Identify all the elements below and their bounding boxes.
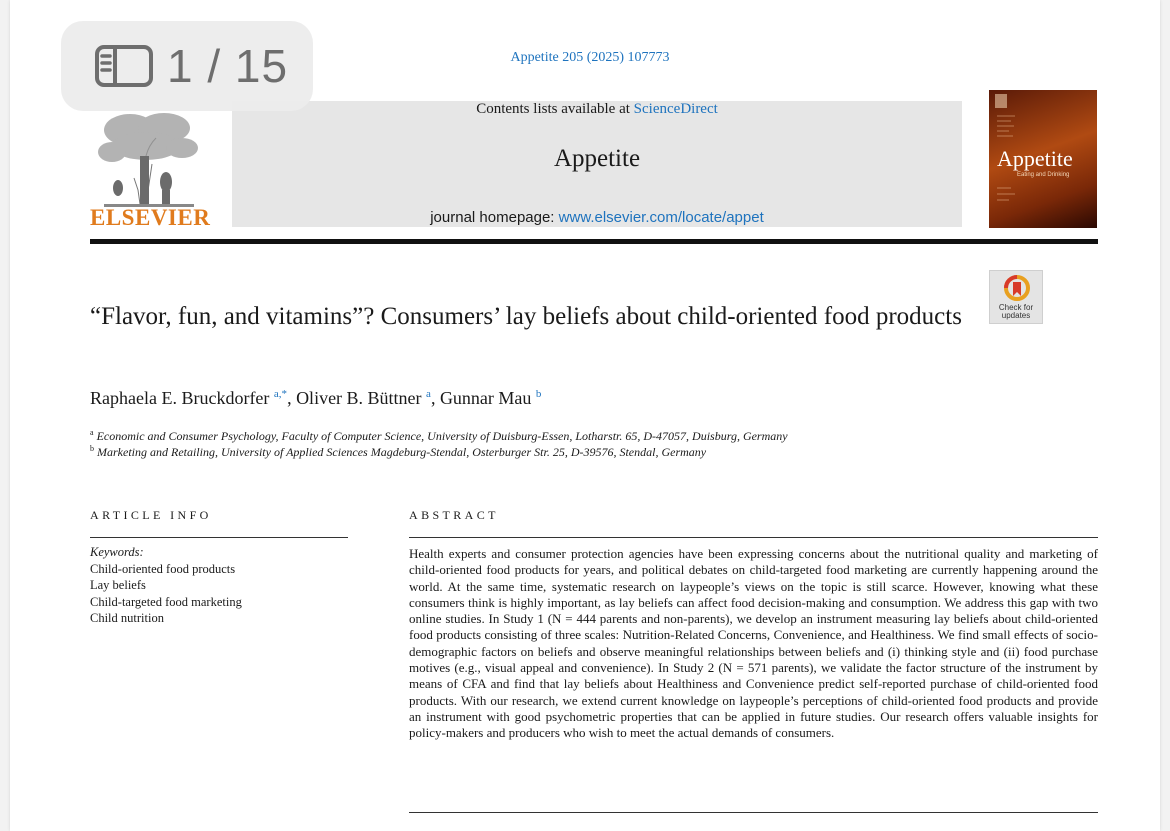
check-for-updates-label: Check for updates: [998, 303, 1034, 320]
keywords-label: Keywords:: [90, 545, 144, 559]
homepage-link[interactable]: www.elsevier.com/locate/appet: [558, 209, 764, 226]
journal-name: Appetite: [553, 145, 641, 172]
sidebar-toggle-icon[interactable]: [95, 45, 153, 87]
abstract-heading: ABSTRACT: [409, 508, 499, 522]
abstract-text: Health experts and consumer protection agencies have been expressing concerns about the nutritional quality and marketing of child-oriented food products for years, and political debates on child-targeted food marketing are currently happening around the world. At the same time, systematic research on laypeople’s views on the topic is still scarce. However, knowing what these consumers think is highly important, as lay beliefs can affect food decision-making and consumption. We address this gap with two online studies. In Study 1 (N = 444 parents and non-parents), we develop an instrument measuring lay beliefs about child-oriented food products consisting of three scales: Nutrition-Related Concerns, Convenience, and Healthiness. We find small effects of socio-demographic factors on beliefs and observe meaningful relationships between beliefs and (i) thinking style and (ii) food purchase motives (e.g., visual appeal and convenience). In Study 2 (N = 571 parents), we validate the factor structure of the instrument by means of CFA and find that lay beliefs about Healthiness and Convenience predict self-reported purchase of child-oriented food products. With our research, we extend current knowledge on laypeople’s perceptions of child-oriented food products and provide an instrument with good psychometric properties that can be applied in future studies. Our research offers valuable insights for policy-makers and producers who wish to meet the actual demands of consumers.: [409, 546, 1098, 741]
cover-subtitle: Eating and Drinking: [1017, 172, 1070, 178]
crossmark-icon: [1002, 274, 1032, 304]
keyword-item: Child nutrition: [90, 611, 164, 625]
author-affiliation-marker[interactable]: b: [535, 388, 542, 400]
abstract-rule: [409, 537, 1098, 538]
affiliation-text: Marketing and Retailing, University of Applied Sciences Magdeburg-Stendal, Osterburger Str. 25, D-39576, Stendal, Germany: [97, 445, 707, 459]
cover-title: Appetite: [997, 146, 1073, 171]
keywords-block: [90, 544, 242, 627]
abstract-bottom-rule: [409, 812, 1098, 813]
pdf-page: [10, 0, 1160, 831]
author-name[interactable]: Raphaela E. Bruckdorfer: [90, 388, 270, 408]
contents-line: [232, 101, 962, 118]
article-title: “Flavor, fun, and vitamins”? Consumers’ lay beliefs about child-oriented food products: [90, 303, 962, 330]
journal-cover-image[interactable]: [989, 90, 1097, 228]
article-info-heading: ARTICLE INFO: [90, 508, 212, 522]
affiliation-marker: a: [90, 428, 94, 437]
author-affiliation-marker[interactable]: a,*: [273, 388, 288, 400]
author-affiliation-marker[interactable]: a: [426, 388, 431, 400]
elsevier-wordmark[interactable]: ELSEVIER: [90, 205, 211, 230]
journal-banner: [232, 101, 962, 227]
author-list: Raphaela E. Bruckdorfer $^{a,*}$, Oliver B. Büttner $^a$, Gunnar Mau $^b$: [90, 388, 542, 408]
homepage-line: [232, 209, 962, 226]
page-counter: 1 / 15: [167, 40, 289, 92]
keyword-item: Child-targeted food marketing: [90, 594, 242, 609]
affiliation-b: [90, 444, 706, 460]
affiliation-marker: b: [90, 444, 94, 453]
page-indicator[interactable]: [61, 21, 313, 111]
affiliation-a: [90, 428, 788, 444]
keyword-item: Lay beliefs: [90, 578, 146, 592]
contents-prefix: Contents lists available at: [476, 101, 634, 117]
author-name[interactable]: Oliver B. Büttner: [296, 388, 422, 408]
sciencedirect-link[interactable]: ScienceDirect: [633, 101, 718, 117]
author-name[interactable]: Gunnar Mau: [439, 388, 532, 408]
check-for-updates-button[interactable]: [989, 270, 1043, 324]
journal-citation[interactable]: Appetite 205 (2025) 107773: [510, 50, 670, 65]
header-divider: [90, 239, 1098, 244]
homepage-prefix: journal homepage:: [430, 209, 559, 226]
keyword-item: Child-oriented food products: [90, 561, 236, 576]
affiliation-text: Economic and Consumer Psychology, Faculty of Computer Science, University of Duisburg-Essen, Lotharstr. 65, D-47057, Duisburg, Germany: [96, 429, 788, 443]
article-info-rule: [90, 537, 348, 538]
